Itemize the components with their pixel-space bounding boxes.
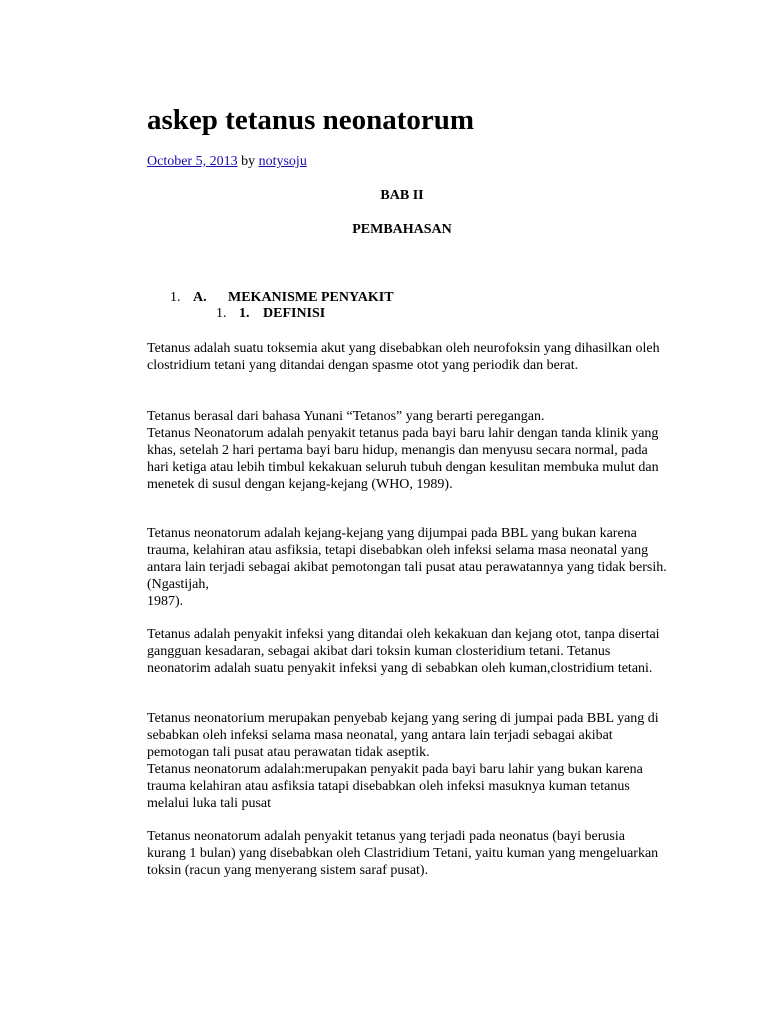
outline-label: DEFINISI	[263, 306, 326, 321]
paragraph: Tetanus berasal dari bahasa Yunani “Tetanos” yang berarti peregangan.	[147, 409, 545, 424]
chapter-heading: BAB II	[380, 188, 424, 203]
outline-label: MEKANISME PENYAKIT	[228, 290, 394, 305]
outline-letter: A.	[193, 290, 207, 305]
paragraph: Tetanus neonatorum adalah penyakit tetanus yang terjadi pada neonatus (bayi berusia kurang 1 bulan) yang disebabkan oleh Clastridium Tetani, yaitu kuman yang mengeluarkan toksin (racun yang menyerang sistem saraf pusat).	[147, 829, 659, 878]
paragraph: Tetanus adalah suatu toksemia akut yang disebabkan oleh neurofoksin yang dihasilkan oleh clostridium tetani yang ditandai dengan spasme otot yang periodik dan berat.	[147, 341, 660, 373]
paragraph: Tetanus neonatorum adalah kejang-kejang yang dijumpai pada BBL yang bukan karena trauma, kelahiran atau asfiksia, tetapi disebabkan oleh infeksi selama masa neonatal yang antara lain terjadi sebagai akibat pemotongan tali pusat atau perawatannya yang tidak bersih. (Ngastijah,	[147, 526, 667, 592]
author-link[interactable]: notysoju	[258, 154, 307, 169]
by-word: by	[241, 154, 256, 169]
outline-number: 1.	[216, 306, 227, 321]
paragraph: Tetanus neonatorium merupakan penyebab kejang yang sering di jumpai pada BBL yang di sebabkan oleh infeksi selama masa neonatal, yang antara lain terjadi sebagai akibat pemotogan tali pusat atau perawatan tidak aseptik.	[147, 711, 659, 760]
outline-subitem-1	[216, 305, 325, 323]
outline-subnumber: 1.	[239, 306, 250, 321]
paragraph: Tetanus adalah penyakit infeksi yang ditandai oleh kekakuan dan kejang otot, tanpa disertai gangguan kesadaran, sebagai akibat dari toksin kuman closteridium tetani. Tetanus neonatorim adalah suatu penyakit infeksi yang di sebabkan oleh kuman,clostridium tetani.	[147, 627, 660, 676]
paragraph: 1987).	[147, 594, 184, 609]
outline-number: 1.	[170, 290, 181, 305]
paragraph: Tetanus neonatorum adalah:merupakan penyakit pada bayi baru lahir yang bukan karena trauma kelahiran atau asfiksia tatapi disebabkan oleh infeksi masuknya kuman tetanus melalui luka tali pusat	[147, 762, 643, 811]
article-title: askep tetanus neonatorum	[147, 104, 475, 136]
post-date-link[interactable]: October 5, 2013	[147, 154, 238, 169]
paragraph: Tetanus Neonatorum adalah penyakit tetanus pada bayi baru lahir dengan tanda klinik yang khas, setelah 2 hari pertama bayi baru hidup, menangis dan menyusu secara normal, pada hari ketiga atau lebih timbul kekakuan seluruh tubuh dengan kesulitan membuka mulut dan menetek di susul dengan kejang-kejang (WHO, 1989).	[147, 426, 659, 492]
byline	[147, 152, 307, 172]
section-heading: PEMBAHASAN	[352, 222, 452, 237]
